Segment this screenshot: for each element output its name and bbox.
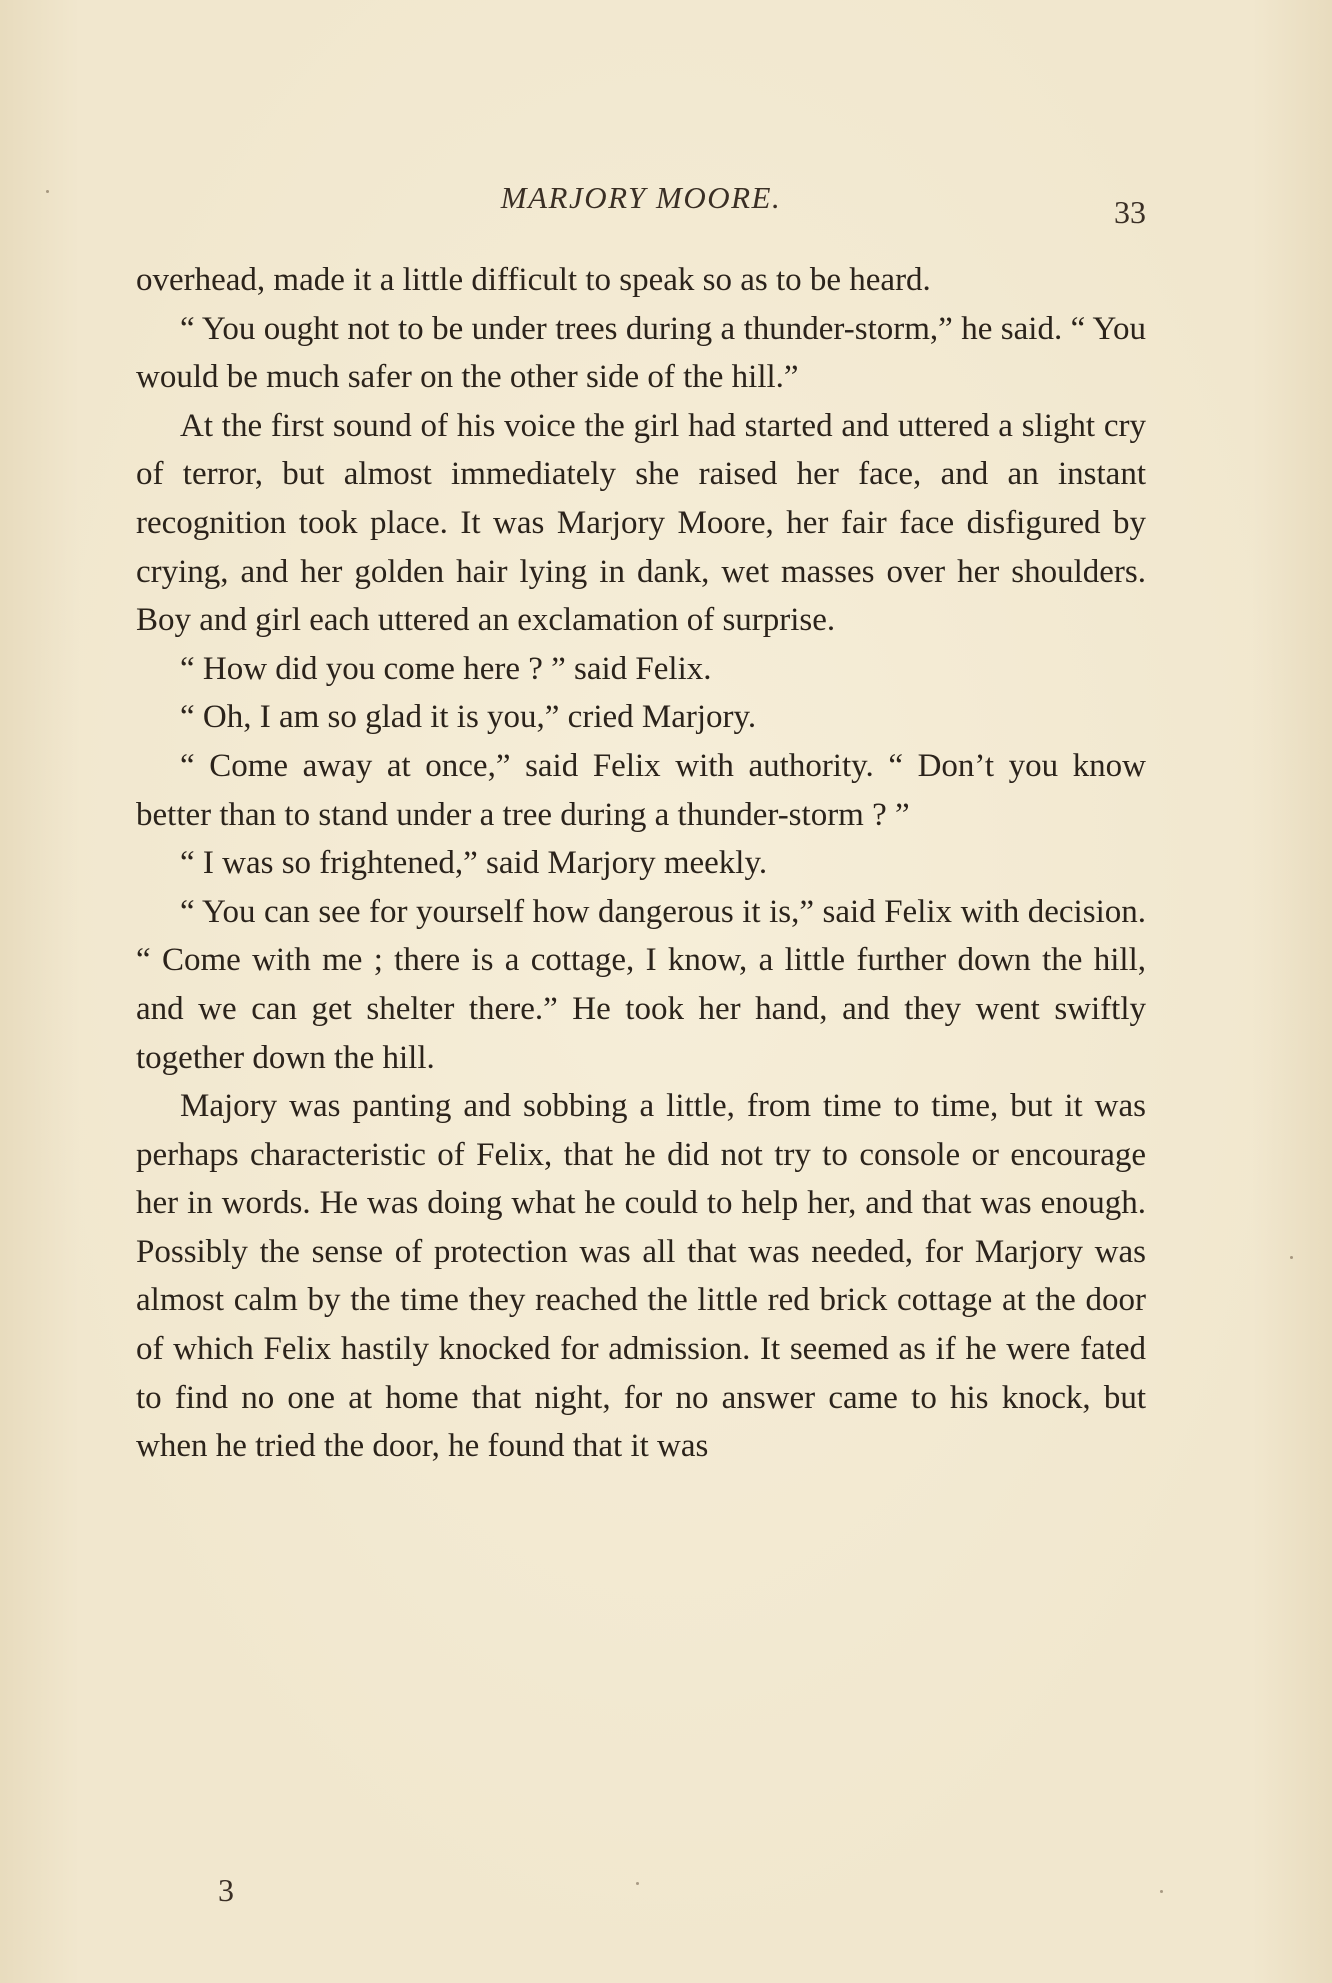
paragraph: At the first sound of his voice the girl had started and uttered a slight cry of terror, but almost immediately she raised her face, and an instant recognition took place. It was Marjory Moore, her fair face disfigured by crying, and her golden hair lying in dank, wet masses over her shoulders. Boy and girl each uttered an exclamation of surprise. [136, 407, 1146, 639]
paragraph: Majory was panting and sobbing a little, from time to time, but it was perhaps characteristic of Felix, that he did not try to console or encourage her in words. He was doing what he could to help her, and that was enough. Possibly the sense of protection was all that was needed, for Marjory was almost calm by the time they reached the little red brick cottage at the door of which Felix hastily knocked for admission. It seemed as if he were fated to find no one at home that night, for no answer came to his knock, but when he tried the door, he found that it was [136, 1088, 1146, 1465]
paragraph: “ You can see for yourself how dangerous it is,” said Felix with decision. “ Come with me ; there is a cottage, I know, a little further down the hill, and we can get shelter there.” He took her hand, and they went swiftly together down the hill. [136, 893, 1146, 1076]
signature-mark: 3 [218, 1872, 234, 1908]
running-title: MARJORY MOORE. [500, 180, 782, 215]
body-text [136, 256, 1146, 1471]
paragraph: “ How did you come here ? ” said Felix. [180, 650, 712, 687]
paper-speck [636, 1882, 639, 1885]
paper-speck [46, 190, 49, 193]
paragraph: overhead, made it a little difficult to speak so as to be heard. [136, 262, 931, 298]
paragraph: “ Oh, I am so glad it is you,” cried Marjory. [180, 699, 757, 736]
paper-speck [1160, 1890, 1163, 1893]
paragraph: “ I was so frightened,” said Marjory meekly. [180, 845, 768, 882]
running-head [136, 180, 1146, 232]
paragraph: “ Come away at once,” said Felix with authority. “ Don’t you know better than to stand under a tree during a thunder-storm ? ” [136, 747, 1146, 833]
paragraph: “ You ought not to be under trees during a thunder-storm,” he said. “ You would be much safer on the other side of the hill.” [136, 310, 1146, 396]
page-number: 33 [1114, 194, 1146, 230]
paper-speck [1290, 1256, 1293, 1259]
